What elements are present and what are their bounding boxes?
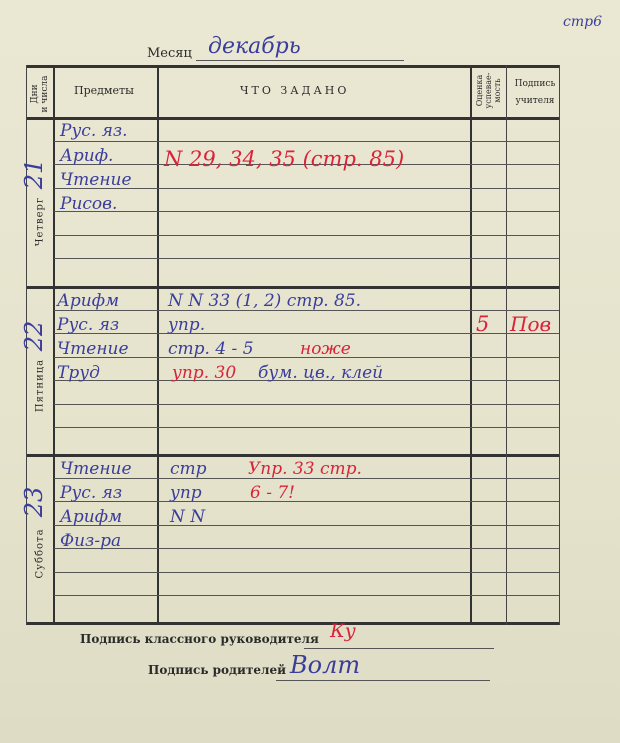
date-friday: 22	[20, 320, 48, 352]
row-line	[54, 501, 559, 502]
task: упр	[170, 483, 202, 503]
subject: Чтение	[60, 170, 132, 190]
page-note: стр6	[563, 14, 602, 30]
month-label: Месяц	[147, 46, 192, 61]
subject: Рус. яз	[60, 483, 123, 503]
weekday-saturday: Суббота	[34, 528, 46, 579]
row-line	[54, 572, 559, 573]
tasks-column-border	[470, 65, 472, 625]
header-grade-line3: мость	[493, 78, 502, 103]
row-line	[54, 258, 559, 259]
teacher-sign: Пов	[510, 312, 552, 336]
subject: Труд	[57, 363, 100, 383]
header-subjects: Предметы	[74, 84, 134, 97]
task: N N 33 (1, 2) стр. 85.	[168, 291, 362, 311]
grade: 5	[476, 312, 490, 336]
header-assigned: ЧТО ЗАДАНО	[240, 84, 350, 97]
weekday-friday: Пятница	[34, 358, 46, 413]
row-line	[54, 211, 559, 212]
row-line	[54, 141, 559, 142]
header-days-line2: и числа	[40, 75, 50, 113]
header-sign-line2: учителя	[515, 96, 555, 106]
right-border	[559, 65, 560, 625]
parents-sign-line	[276, 680, 490, 681]
task-red: упр. 30	[172, 363, 237, 383]
row-line	[54, 595, 559, 596]
task: стр. 4 - 5	[168, 339, 254, 359]
subject: Арифм	[57, 291, 120, 311]
month-value: декабрь	[208, 34, 301, 59]
date-saturday: 23	[20, 486, 48, 518]
date-thursday: 21	[20, 158, 48, 190]
class-teacher-label: Подпись классного руководителя	[80, 632, 319, 646]
subject: Чтение	[57, 339, 129, 359]
month-underline	[196, 60, 404, 61]
parents-signature: Волт	[290, 651, 361, 679]
days-column-border	[53, 65, 55, 625]
table-bottom-border	[26, 622, 559, 625]
subject: Чтение	[60, 459, 132, 479]
subject: Физ-ра	[60, 531, 122, 551]
class-teacher-sign-line	[304, 648, 494, 649]
class-teacher-signature: Ку	[330, 620, 356, 642]
day-separator-2	[26, 454, 559, 457]
row-line	[54, 427, 559, 428]
subjects-column-border	[157, 65, 159, 625]
header-days-line1: Дни	[30, 84, 40, 104]
subject: Рус. яз	[57, 315, 120, 335]
header-sign-line1: Подпись	[514, 79, 556, 89]
row-line	[54, 235, 559, 236]
task-red: Упр. 33 стр.	[248, 459, 362, 479]
subject: Рисов.	[60, 194, 118, 214]
task: бум. цв., клей	[258, 363, 384, 383]
task: упр.	[168, 315, 206, 335]
task: стр	[170, 459, 207, 479]
day-separator-1	[26, 286, 559, 289]
subject: Ариф.	[60, 146, 114, 166]
header-grade	[475, 63, 502, 118]
row-line	[54, 548, 559, 549]
header-sign	[510, 76, 560, 110]
row-line	[54, 525, 559, 526]
grade-column-border	[506, 65, 507, 625]
task-red: N 29, 34, 35 (стр. 85)	[164, 147, 405, 171]
subject: Арифм	[60, 507, 123, 527]
task-red: ноже	[300, 339, 351, 359]
weekday-thursday: Четверг	[34, 196, 46, 247]
parents-label: Подпись родителей	[148, 663, 287, 677]
subject: Рус. яз.	[60, 121, 128, 141]
task: N N	[170, 507, 206, 527]
header-grade-line1: Оценка	[475, 74, 484, 107]
header-days	[30, 68, 50, 120]
task-red: 6 - 7!	[250, 483, 296, 503]
header-grade-line2: успевае-	[484, 72, 493, 109]
row-line	[54, 404, 559, 405]
